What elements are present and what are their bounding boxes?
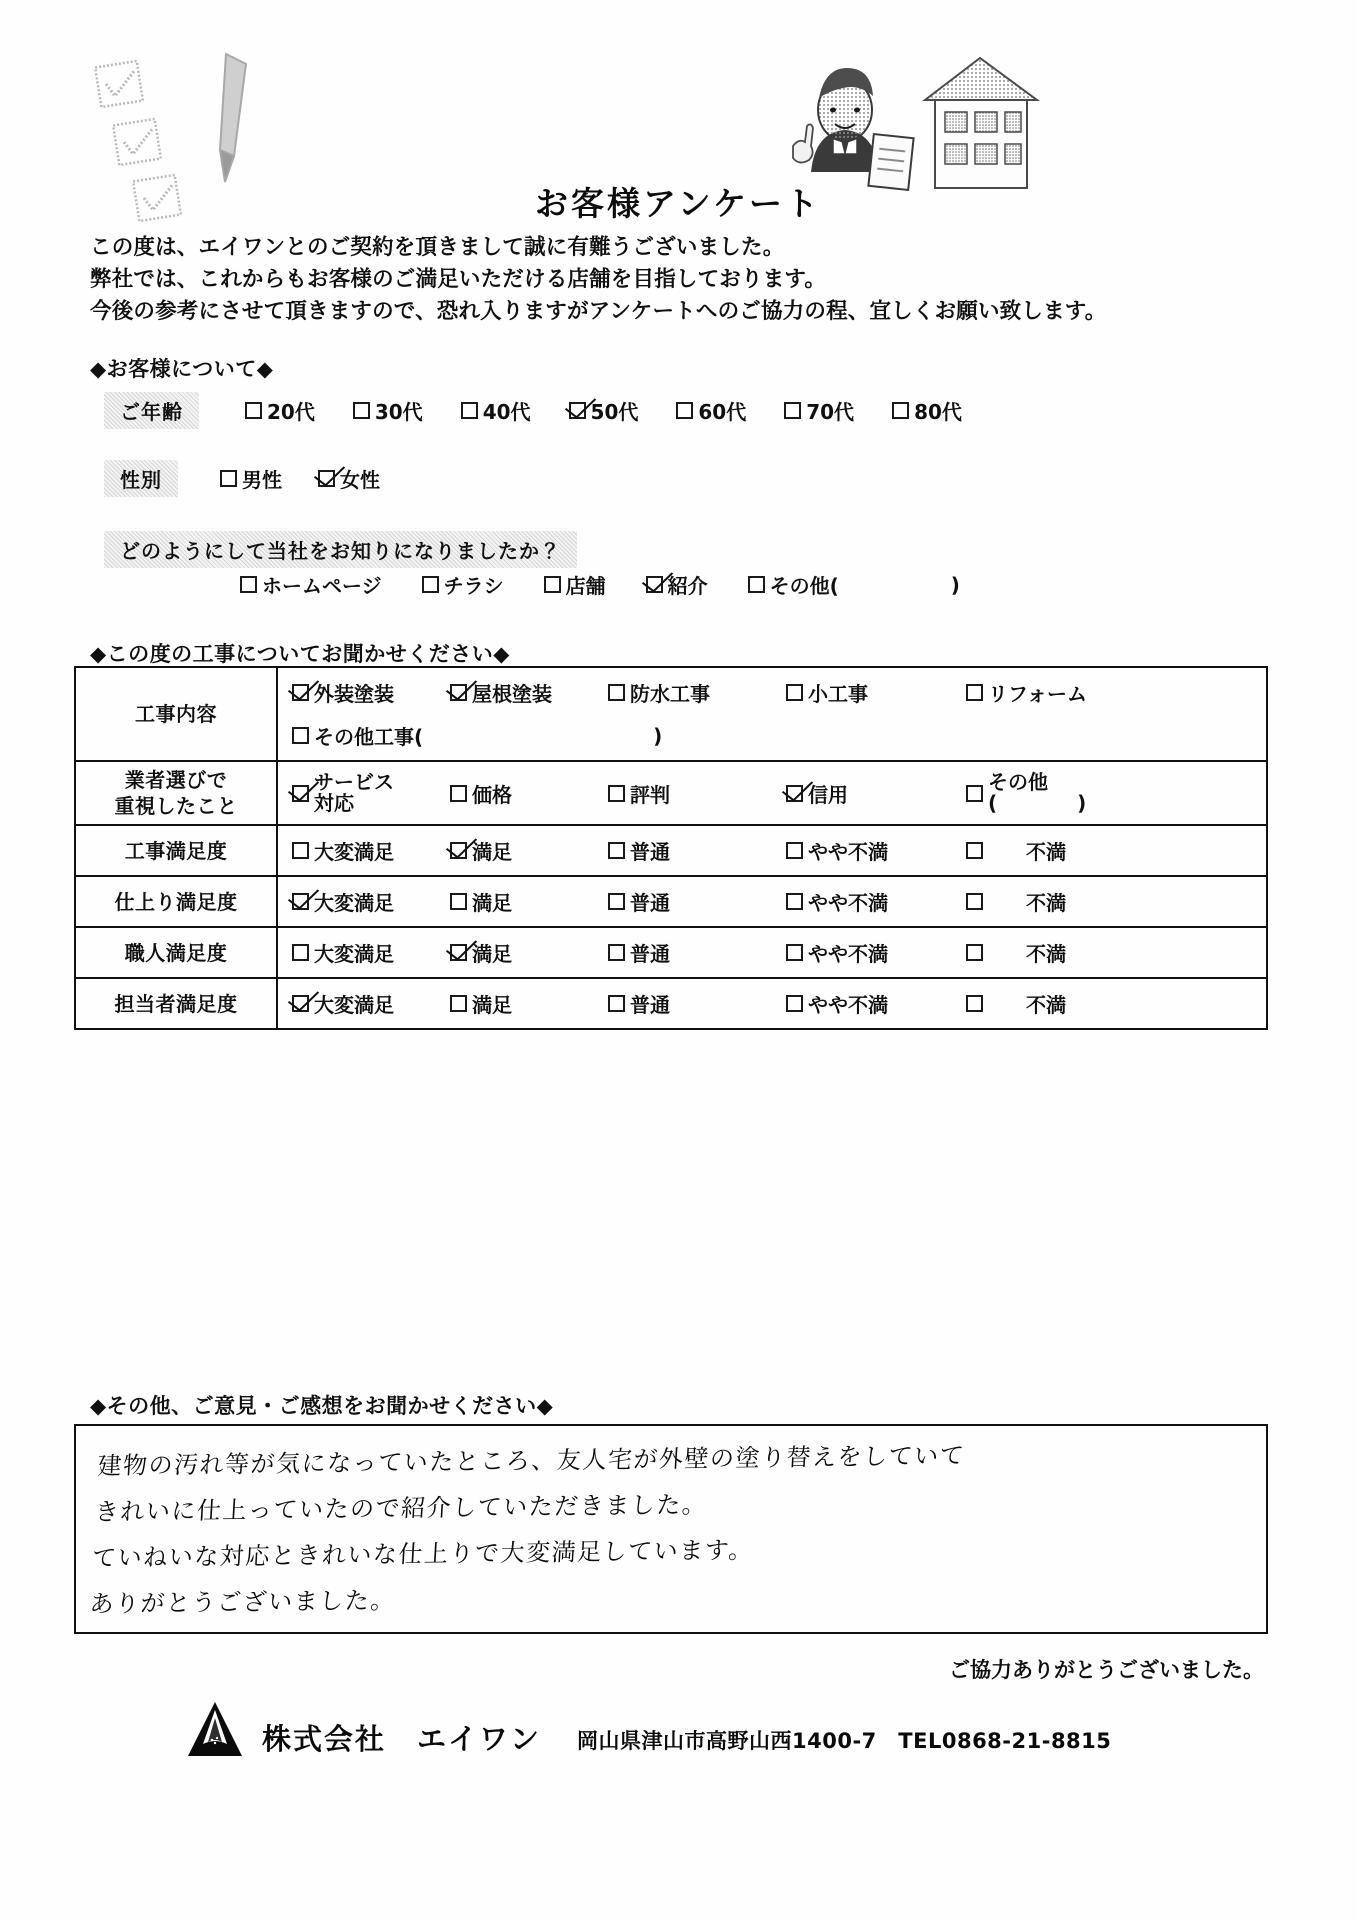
comment-line-4: ありがとうございました。 [88, 1586, 397, 1619]
section-heading-other: ◆その他、ご意見・ご感想をお聞かせください◆ [90, 1394, 554, 1418]
checkbox-unchecked-icon[interactable] [292, 944, 309, 961]
age-option-80s[interactable]: 80代 [892, 396, 962, 425]
source-options [240, 570, 960, 599]
checkbox-checked-icon[interactable] [292, 684, 309, 701]
work-type-line-1 [292, 678, 1266, 707]
gender-row [104, 460, 380, 497]
checkbox-unchecked-icon[interactable] [966, 684, 983, 701]
checkbox-unchecked-icon[interactable] [544, 576, 561, 593]
checkbox-checked-icon[interactable] [292, 785, 309, 802]
gender-option-female[interactable]: 女性 [318, 464, 380, 493]
age-option-20s[interactable]: 20代 [245, 396, 315, 425]
intro-line-2: 弊社では、これからもお客様のご満足いただける店舗を目指しております。 [90, 267, 827, 292]
finish-satisfaction-options [292, 887, 1266, 916]
selection-criteria-line-1 [292, 772, 1266, 814]
checkbox-unchecked-icon[interactable] [450, 785, 467, 802]
work-satisfaction-very-satisfied[interactable]: 大変満足 [292, 836, 450, 865]
checkbox-checked-icon[interactable] [786, 785, 803, 802]
table-row [75, 978, 1267, 1029]
gender-options [220, 464, 380, 493]
age-option-50s[interactable]: 50代 [569, 396, 639, 425]
craftsman-satisfaction-normal[interactable]: 普通 [608, 938, 786, 967]
age-label: ご年齢 [104, 392, 199, 429]
pen-doodle-icon [196, 50, 266, 190]
comment-line-3: ていねいな対応ときれいな仕上りで大変満足しています。 [91, 1535, 755, 1573]
checkbox-unchecked-icon[interactable] [245, 402, 262, 419]
footer [186, 1700, 1111, 1758]
closing-thanks: ご協力ありがとうございました。 [949, 1658, 1264, 1682]
comment-line-2: きれいに仕上っていたので紹介していただきました。 [94, 1490, 709, 1527]
row-label-craftsman-satisfaction: 職人満足度 [75, 927, 277, 978]
checkbox-unchecked-icon[interactable] [892, 402, 909, 419]
checkbox-unchecked-icon[interactable] [461, 402, 478, 419]
craftsman-satisfaction-options [292, 938, 1266, 967]
work-satisfaction-slightly-dissatisfied[interactable]: やや不満 [786, 836, 966, 865]
row-cells-finish-satisfaction [277, 876, 1267, 927]
checkbox-unchecked-icon[interactable] [608, 893, 625, 910]
table-row [75, 825, 1267, 876]
intro-line-1: この度は、エイワンとのご契約を頂きまして誠に有難うございました。 [90, 235, 785, 260]
finish-satisfaction-dissatisfied[interactable]: 不満 [966, 887, 1066, 916]
work-type-line-2 [292, 721, 1266, 750]
checkbox-checked-icon[interactable] [292, 995, 309, 1012]
row-cells-selection-criteria [277, 761, 1267, 825]
section-heading-work: ◆この度の工事についてお聞かせください◆ [90, 642, 510, 666]
intro-paragraph [90, 232, 1270, 328]
work-satisfaction-options [292, 836, 1266, 865]
comment-line-1: 建物の汚れ等が気になっていたところ、友人宅が外壁の塗り替えをしていて [96, 1441, 967, 1481]
age-option-40s[interactable]: 40代 [461, 396, 531, 425]
checkbox-unchecked-icon[interactable] [966, 944, 983, 961]
staff-satisfaction-satisfied[interactable]: 満足 [450, 989, 608, 1018]
finish-satisfaction-very-satisfied[interactable]: 大変満足 [292, 887, 450, 916]
row-label-work-satisfaction: 工事満足度 [75, 825, 277, 876]
checkbox-checked-icon[interactable] [318, 470, 335, 487]
work-type-option-other[interactable]: その他工事( ) [292, 721, 662, 750]
criteria-option-reputation[interactable]: 評判 [608, 779, 786, 808]
checkbox-unchecked-icon[interactable] [966, 842, 983, 859]
source-option-store[interactable]: 店舗 [544, 570, 606, 599]
checkbox-unchecked-icon[interactable] [292, 842, 309, 859]
row-cells-craftsman-satisfaction [277, 927, 1267, 978]
finish-satisfaction-satisfied[interactable]: 満足 [450, 887, 608, 916]
source-option-flyer[interactable]: チラシ [422, 570, 504, 599]
work-type-option-waterproofing[interactable]: 防水工事 [608, 678, 786, 707]
row-label-selection-criteria: 業者選びで 重視したこと [75, 761, 277, 825]
company-name: 株式会社 エイワン [262, 1722, 542, 1756]
checkbox-unchecked-icon[interactable] [422, 576, 439, 593]
work-type-option-roof-paint[interactable]: 屋根塗装 [450, 678, 608, 707]
craftsman-satisfaction-very-satisfied[interactable]: 大変満足 [292, 938, 450, 967]
checkbox-unchecked-icon[interactable] [786, 893, 803, 910]
checkbox-unchecked-icon[interactable] [608, 944, 625, 961]
checkbox-unchecked-icon[interactable] [608, 842, 625, 859]
age-option-70s[interactable]: 70代 [784, 396, 854, 425]
age-option-60s[interactable]: 60代 [676, 396, 746, 425]
checkbox-checked-icon[interactable] [569, 402, 586, 419]
source-option-other[interactable]: その他( ) [748, 570, 960, 599]
staff-satisfaction-very-satisfied[interactable]: 大変満足 [292, 989, 450, 1018]
gender-label: 性別 [104, 460, 178, 497]
checkbox-unchecked-icon[interactable] [748, 576, 765, 593]
checkbox-unchecked-icon[interactable] [353, 402, 370, 419]
checkbox-unchecked-icon[interactable] [966, 785, 983, 802]
source-question-label: どのようにして当社をお知りになりましたか？ [104, 531, 577, 568]
age-option-30s[interactable]: 30代 [353, 396, 423, 425]
checkbox-checked-icon[interactable] [450, 842, 467, 859]
work-type-option-exterior-paint[interactable]: 外装塗装 [292, 678, 450, 707]
row-label-work-type: 工事内容 [75, 667, 277, 761]
work-type-option-small-work[interactable]: 小工事 [786, 678, 966, 707]
source-option-referral[interactable]: 紹介 [646, 570, 708, 599]
criteria-option-price[interactable]: 価格 [450, 779, 608, 808]
comment-box[interactable] [74, 1424, 1268, 1634]
checkbox-unchecked-icon[interactable] [608, 684, 625, 701]
intro-line-3: 今後の参考にさせて頂きますので、恐れ入りますがアンケートへのご協力の程、宜しくお願い致します。 [90, 299, 1107, 324]
source-option-homepage[interactable]: ホームページ [240, 570, 382, 599]
work-satisfaction-satisfied[interactable]: 満足 [450, 836, 608, 865]
table-row [75, 667, 1267, 761]
row-cells-work-type [277, 667, 1267, 761]
gender-option-male[interactable]: 男性 [220, 464, 282, 493]
work-type-option-reform[interactable]: リフォーム [966, 678, 1087, 707]
table-row [75, 927, 1267, 978]
craftsman-satisfaction-satisfied[interactable]: 満足 [450, 938, 608, 967]
work-satisfaction-normal[interactable]: 普通 [608, 836, 786, 865]
craftsman-satisfaction-dissatisfied[interactable]: 不満 [966, 938, 1066, 967]
row-label-finish-satisfaction: 仕上り満足度 [75, 876, 277, 927]
checkbox-unchecked-icon[interactable] [608, 995, 625, 1012]
craftsman-satisfaction-slightly-dissatisfied[interactable]: やや不満 [786, 938, 966, 967]
checkbox-unchecked-icon[interactable] [786, 842, 803, 859]
checkbox-unchecked-icon[interactable] [786, 684, 803, 701]
finish-satisfaction-normal[interactable]: 普通 [608, 887, 786, 916]
section-heading-customer: ◆お客様について◆ [90, 357, 274, 381]
staff-satisfaction-options [292, 989, 1266, 1018]
checkbox-checked-icon[interactable] [292, 893, 309, 910]
company-logo-icon [186, 1700, 244, 1758]
checkbox-unchecked-icon[interactable] [450, 995, 467, 1012]
checkbox-unchecked-icon[interactable] [786, 944, 803, 961]
checkbox-unchecked-icon[interactable] [786, 995, 803, 1012]
checkbox-unchecked-icon[interactable] [784, 402, 801, 419]
page-title: お客様アンケート [534, 184, 822, 223]
checkbox-unchecked-icon[interactable] [450, 893, 467, 910]
table-row [75, 761, 1267, 825]
work-survey-table [74, 666, 1268, 1030]
criteria-option-trust[interactable]: 信用 [786, 779, 966, 808]
age-options [245, 396, 962, 425]
checkbox-unchecked-icon[interactable] [966, 995, 983, 1012]
row-cells-staff-satisfaction [277, 978, 1267, 1029]
finish-satisfaction-slightly-dissatisfied[interactable]: やや不満 [786, 887, 966, 916]
handwritten-comment [88, 1429, 1258, 1627]
work-satisfaction-dissatisfied[interactable]: 不満 [966, 836, 1066, 865]
staff-satisfaction-dissatisfied[interactable]: 不満 [966, 989, 1066, 1018]
company-address-tel: 岡山県津山市高野山西1400-7 TEL0868-21-8815 [577, 1729, 1112, 1753]
row-cells-work-satisfaction [277, 825, 1267, 876]
source-options-row [240, 570, 960, 599]
row-label-staff-satisfaction: 担当者満足度 [75, 978, 277, 1029]
table-row [75, 876, 1267, 927]
age-row [104, 392, 962, 429]
staff-satisfaction-slightly-dissatisfied[interactable]: やや不満 [786, 989, 966, 1018]
checkbox-unchecked-icon[interactable] [676, 402, 693, 419]
checkbox-unchecked-icon[interactable] [292, 727, 309, 744]
checkbox-unchecked-icon[interactable] [608, 785, 625, 802]
checkbox-unchecked-icon[interactable] [240, 576, 257, 593]
criteria-option-service[interactable]: サービス 対応 [292, 772, 450, 814]
criteria-option-other[interactable]: その他 ( ) [966, 772, 1086, 814]
checkbox-unchecked-icon[interactable] [220, 470, 237, 487]
staff-satisfaction-normal[interactable]: 普通 [608, 989, 786, 1018]
checkbox-unchecked-icon[interactable] [966, 893, 983, 910]
checkbox-checked-icon[interactable] [646, 576, 663, 593]
checkbox-checked-icon[interactable] [450, 684, 467, 701]
source-question-row [104, 531, 577, 568]
checkbox-checked-icon[interactable] [450, 944, 467, 961]
